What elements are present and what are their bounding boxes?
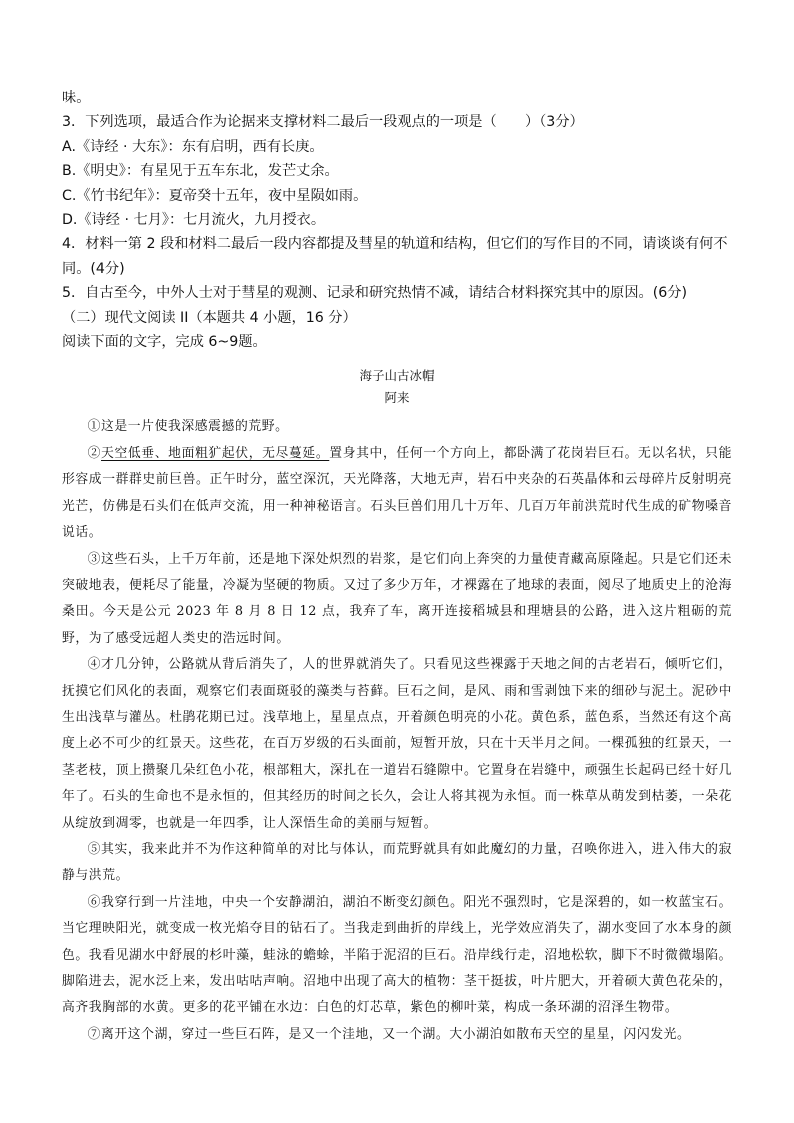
- section-instruction: 阅读下面的文字，完成 6~9题。: [62, 334, 267, 351]
- paragraph-1: ①这是一片使我深感震撼的荒野。: [87, 419, 289, 435]
- question-5: 5．自古至今，中外人士对于彗星的观测、记录和研究热情不减，请结合材料探究其中的原因。(6分): [62, 285, 688, 302]
- option-c: C.《竹书纪年》：夏帝癸十五年，夜中星陨如雨。: [62, 187, 368, 204]
- paragraph-2-number: ②: [87, 445, 102, 461]
- article-author: 阿来: [384, 390, 410, 406]
- paragraph-5: ⑤其实，我来此并不为作这种简单的对比与体认，而荒野就具有如此魔幻的力量，召唤你进入，进入伟大的寂静与洪荒。: [62, 841, 732, 884]
- article-title: 海子山古冰帽: [359, 368, 435, 384]
- paragraph-4: ④才几分钟，公路就从背后消失了，人的世界就消失了。只看见这些裸露于天地之间的古老岩石，倾听它们，抚摸它们风化的表面，观察它们表面斑驳的藻类与苔藓。巨石之间，是风、雨和雪剥蚀下来的细砂与泥土。泥砂中生出浅草与灌丛。杜鹃花期已过。浅草地上，星星点点，开着颜色明亮的小花。黄色系，蓝色系，当然还有这个高度上必不可少的红景天。这些花，在百万岁级的石头面前，短暂开放，只在十天半月之间。一棵孤独的红景天，一茎老枝，顶上攒聚几朵红色小花，根部粗大，深扎在一道岩石缝隙中。它置身在岩缝中，顽强生长起码已经十好几年了。石头的生命也不是永恒的，但其经历的时间之长久，会让人将其视为永恒。而一株草从萌发到枯萎，一朵花从绽放到凋零，也就是一年四季，让人深悟生命的美丽与短暂。: [62, 657, 732, 831]
- paragraph-2: [62, 441, 732, 547]
- paragraph-7: ⑦离开这个湖，穿过一些巨石阵，是又一个洼地，又一个湖。大小湖泊如散布天空的星星，闪闪发光。: [87, 1026, 691, 1042]
- question-3: 3．下列选项，最适合作为论据来支撑材料二最后一段观点的一项是（ ）（3分）: [62, 114, 584, 131]
- question-4: 4．材料一第 2 段和材料二最后一段内容都提及彗星的轨道和结构，但它们的写作目的不同，请谈谈有何不同。(4分): [62, 236, 728, 277]
- paragraph-6: ⑥我穿行到一片洼地，中央一个安静湖泊，湖泊不断变幻颜色。阳光不强烈时，它是深碧的，如一枚蓝宝石。当它理映阳光，就变成一枚光焰夺目的钻石了。当我走到曲折的岸线上，光学效应消失了，湖水变回了水本身的颜色。我看见湖水中舒展的杉叶藻，蛙泳的蟾蜍，半陷于泥沼的巨石。沿岸线行走，沼地松软，脚下不时微微塌陷。脚陷进去，泥水泛上来，发出咕咕声响。沼地中出现了高大的植物：茎干挺拔，叶片肥大，开着硕大黄色花朵的，高齐我胸部的水黄。更多的花平铺在水边：白色的灯芯草，紫色的柳叶菜，构成一条环湖的沼泽生物带。: [62, 894, 732, 1016]
- top-fragment: 味。: [62, 90, 91, 106]
- paragraph-2-underlined: 天空低垂、地面粗犷起伏，无尽蔓延。: [101, 445, 330, 461]
- option-a: A.《诗经 · 大东》：东有启明，西有长庚。: [62, 138, 324, 155]
- option-b: B.《明史》：有星见于五车东北，发芒丈余。: [62, 163, 339, 180]
- paragraph-2-rest: 置身其中，任何一个方向上，都卧满了花岗岩巨石。无以名状，只能形容成一群群史前巨兽。正午时分，蓝空深沉，天光降落，大地无声，岩石中夹杂的石英晶体和云母碎片反射明亮光芒，仿佛是石头们在低声交流，用一种神秘语言。石头巨兽们用几十万年、几百万年前洪荒时代生成的矿物嗓音说话。: [62, 445, 733, 541]
- paragraph-3: ③这些石头，上千万年前，还是地下深处炽烈的岩浆，是它们向上奔突的力量使青藏高原隆起。只是它们还未突破地表，便耗尽了能量，冷凝为坚硬的物质。又过了多少万年，才裸露在了地球的表面，阅尽了地质史上的沧海桑田。今天是公元 2023 年 8 月 8 日 12 点，我弃了车，离开连接稻城县和理塘县的公路，进入这片粗砺的荒野，为了感受远超人类史的浩远时间。: [62, 551, 732, 646]
- option-d: D.《诗经 · 七月》：七月流火，九月授衣。: [62, 212, 326, 229]
- section-heading: （二）现代文阅读 II（本题共 4 小题，16 分）: [62, 309, 357, 326]
